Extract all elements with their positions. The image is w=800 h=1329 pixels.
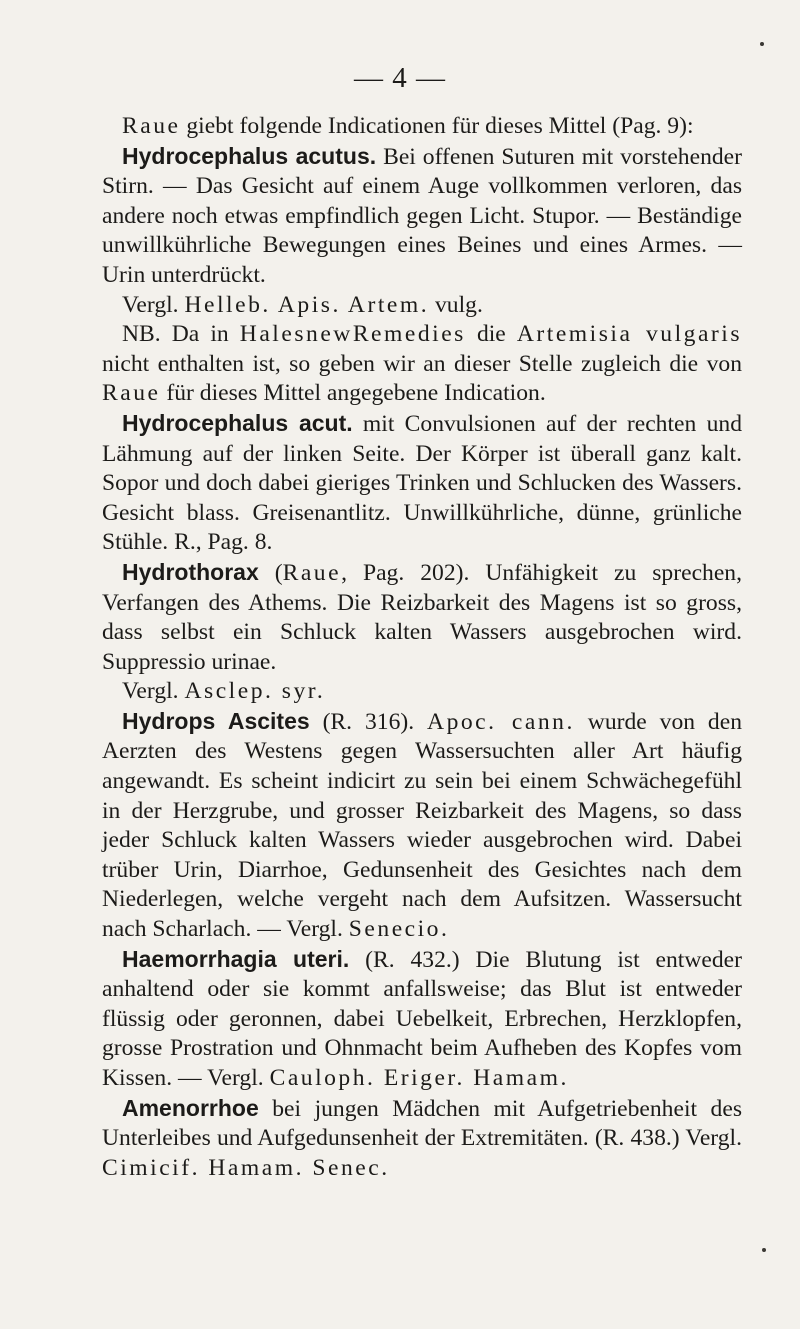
text-segment: Vergl. (122, 291, 185, 318)
text-segment: für dieses Mittel angegebene Indication. (160, 380, 546, 407)
text-segment: die (465, 321, 517, 348)
paragraph-vergl-2 (102, 677, 742, 707)
paragraph-hydrothorax (102, 558, 742, 677)
text-segment: Bei offenen Suturen mit vorstehender Stirn. — Das Gesicht auf einem Auge vollkommen verloren, das andere noch etwas empfindlich gegen Licht. Stupor. — Beständige unwillkührliche Bewegungen eines Beines und eines Armes. — Urin unterdrückt. (102, 143, 742, 288)
entry-heading: Hydrothorax (122, 558, 259, 585)
text-segment: giebt folgende Indicationen für dieses Mittel (Pag. 9): (180, 113, 694, 139)
stray-dot-mark (762, 1248, 766, 1252)
entry-heading: Hydrocephalus acut. (122, 409, 353, 436)
page-number: — 4 — (354, 62, 446, 94)
text-segment: mit Convulsionen auf der rechten und Lähmung auf der linken Seite. Der Körper ist überall ganz kalt. Sopor und doch dabei gieriges Trinken und Schlucken des Wassers. Gesicht blass. Greisenantlitz. Unwillkührliche, dünne, grünliche Stühle. R., Pag. 8. (102, 410, 742, 556)
author-name: Raue (102, 380, 161, 407)
text-segment: NB. Da in (122, 321, 240, 348)
paragraph-vergl-1 (102, 291, 742, 321)
paragraph-hydrocephalus-acutus (102, 142, 742, 291)
text-segment: ( (258, 559, 283, 586)
remedy-reference: Cauloph. Eriger. Hamam. (269, 1065, 569, 1091)
author-name: Raue (122, 113, 181, 139)
paragraph-haemorrhagia-uteri (102, 945, 742, 1094)
remedy-reference: Apoc. cann. (427, 708, 575, 735)
entry-heading: Hydrops Ascites (122, 707, 310, 734)
remedy-reference: Helleb. Apis. Artem. (184, 291, 430, 318)
remedy-reference: Artemisia vulgaris (516, 321, 743, 348)
text-segment: vulg. (429, 291, 483, 318)
text-segment: wurde von den Aerzten des Westens gegen Wassersuchten aller Art häufig angewandt. Es scheint indicirt zu sein bei einem Schwächegefühl in der Herzgrube, und grosser Reizbarkeit des Magens, so dass jeder Schluck kalten Wassers wieder ausgebrochen wird. Dabei trüber Urin, Diarrhoe, Gedunsenheit des Gesichtes nach dem Niederlegen, welche vergeht nach dem Aufsitzen. Wassersucht nach Scharlach. — Vergl. (102, 708, 742, 943)
text-segment: (R. 432.) Die Blutung ist entweder anhaltend oder sie kommt anfallsweise; das Blut ist entweder flüssig oder geronnen, dabei Uebelkeit, Erbrechen, Herzklopfen, grosse Prostration und Ohnmacht beim Aufheben des Kopfes vom Kissen. — Vergl. (102, 946, 742, 1091)
paragraph-hydrops-ascites (102, 707, 742, 945)
book-reference: HalesnewRemedies (239, 321, 466, 348)
text-segment: (R. 316). (309, 708, 428, 735)
remedy-reference: Asclep. syr. (184, 678, 326, 705)
author-name: Raue (282, 559, 342, 586)
stray-dot-mark (760, 42, 764, 46)
entry-heading: Haemorrhagia uteri. (122, 945, 350, 972)
paragraph-amenorrhoe (102, 1094, 742, 1184)
paragraph-intro (102, 112, 742, 142)
text-segment: nicht enthalten ist, so geben wir an dieser Stelle zugleich die von (102, 350, 742, 377)
body-text (102, 112, 742, 1183)
text-segment: , Pag. 202). Unfähigkeit zu sprechen, Verfangen des Athems. Die Reizbarkeit des Magens ist so gross, dass selbst ein Schluck kalten Wassers ausgebrochen wird. Suppressio urinae. (102, 559, 742, 675)
text-segment: bei jungen Mädchen mit Aufgetriebenheit des Unterleibes und Aufgedunsenheit der Extremitäten. (R. 438.) Vergl. (102, 1095, 742, 1152)
text-segment: Vergl. (122, 678, 185, 705)
entry-heading: Hydrocephalus acutus. (122, 142, 377, 169)
remedy-reference: Senecio. (348, 916, 450, 943)
remedy-reference: Cimicif. Hamam. Senec. (102, 1154, 390, 1181)
entry-heading: Amenorrhoe (122, 1094, 259, 1121)
paragraph-nb-note (102, 320, 742, 409)
paragraph-hydrocephalus-acut (102, 409, 742, 558)
